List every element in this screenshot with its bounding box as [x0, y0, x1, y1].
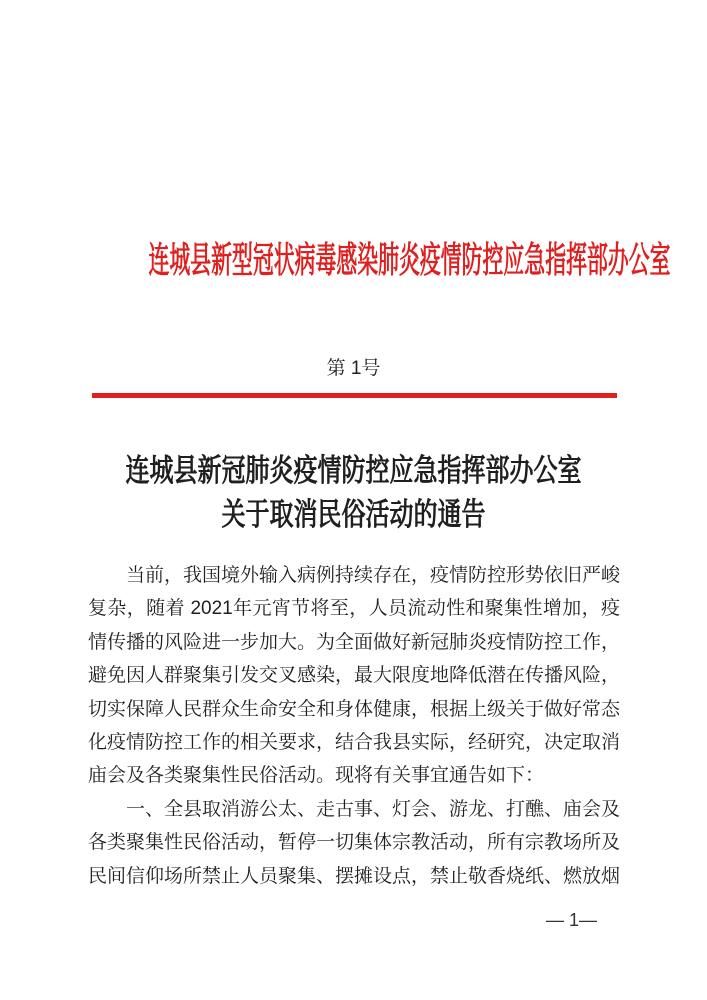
page-number: — 1—	[545, 910, 597, 930]
document-body	[88, 559, 620, 893]
issue-number: 第 1号	[326, 358, 381, 379]
body-paragraph-1: 当前，我国境外输入病例持续存在，疫情防控形势依旧严峻复杂，随着 2021年元宵节将至，人员流动性和聚集性增加，疫情传播的风险进一步加大。为全面做好新冠肺炎疫情防控工作，避免因人群聚集引发交叉感染，最大限度地降低潜在传播风险，切实保障人民群众生命安全和身体健康，根据上级关于做好常态化疫情防控工作的相关要求，结合我县实际，经研究，决定取消庙会及各类聚集性民俗活动。现将有关事宜通告如下：	[88, 565, 621, 787]
document-title-line2: 关于取消民俗活动的通告	[221, 497, 486, 533]
document-title-line1: 连城县新冠肺炎疫情防控应急指挥部办公室	[125, 453, 582, 489]
red-divider-rule	[92, 393, 617, 398]
document-title	[0, 450, 707, 538]
header-org-title: 连城县新型冠状病毒感染肺炎疫情防控应急指挥部办公室	[148, 239, 671, 280]
body-paragraph-2: 一、全县取消游公太、走古事、灯会、游龙、打醮、庙会及各类聚集性民俗活动，暂停一切集体宗教活动，所有宗教场所及民间信仰场所禁止人员聚集、摆摊设点，禁止敬香烧纸、燃放烟	[88, 798, 621, 887]
